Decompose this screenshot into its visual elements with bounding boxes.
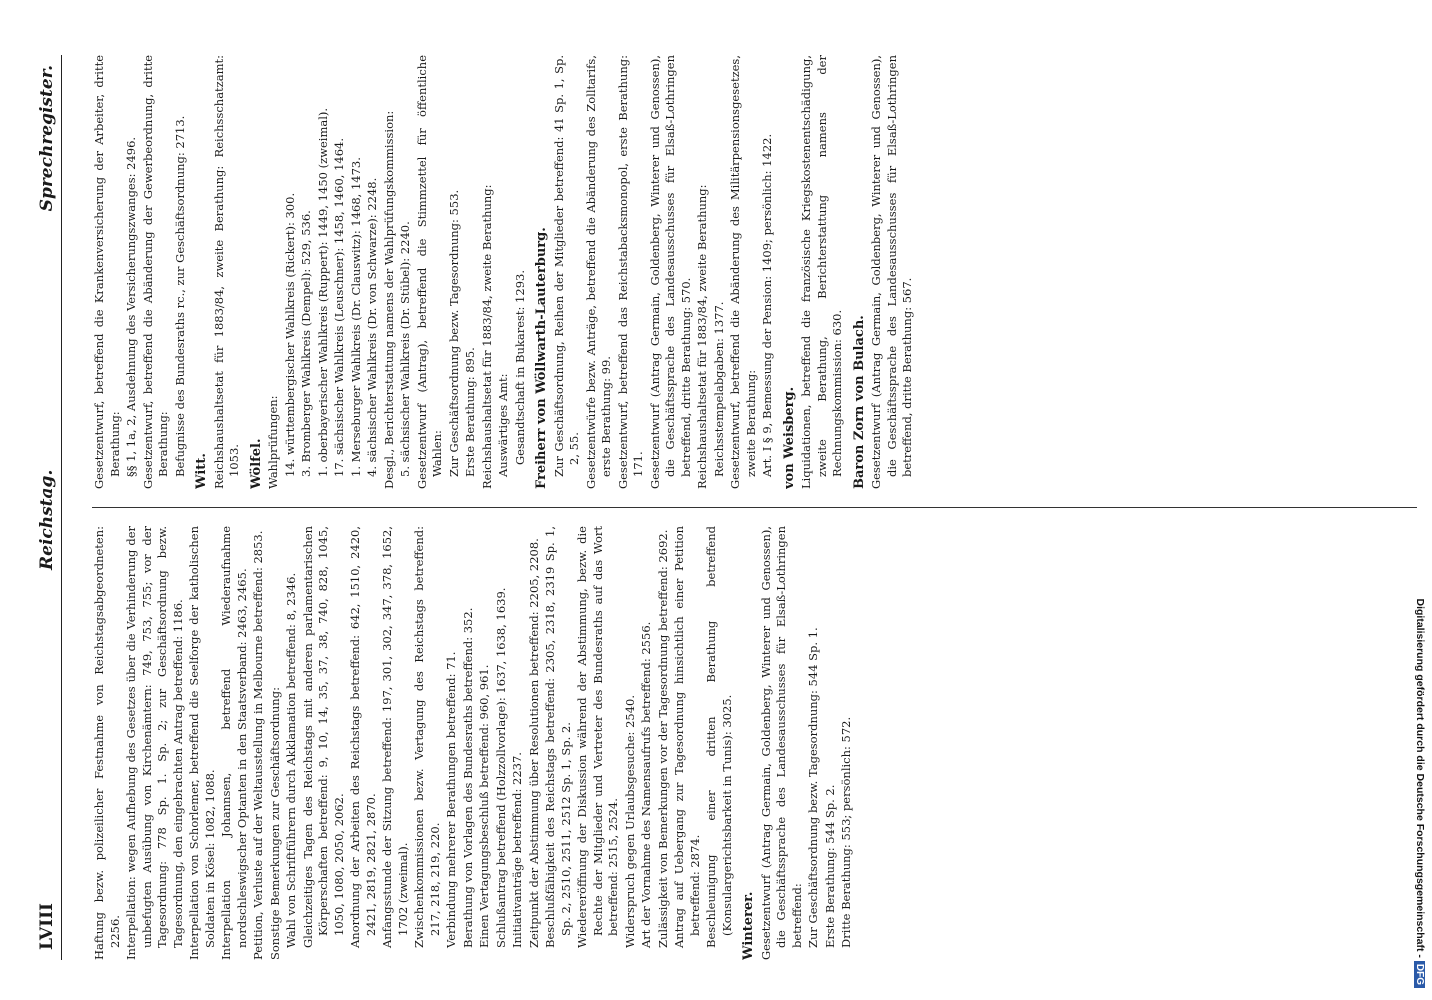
register-entry: Reichshaushaltsetat für 1883/84, zweite Berathung: (479, 184, 494, 489)
register-entry: Gesetzentwurf (Antrag), betreffend die Stimmzettel für öffentliche Wahlen: (414, 55, 444, 489)
register-entry: §§ 1, 1a, 2, Ausdehnung des Versicherungszwanges: 2496. (124, 136, 138, 477)
register-entry: Verbindung mehrerer Berathungen betreffend: 71. (444, 651, 458, 948)
register-entry: Erste Berathung: 895. (463, 347, 477, 477)
register-entry: Zulässigkeit von Bemerkungen vor der Tagesordnung betreffend: 2692. (655, 529, 670, 948)
register-entry: Haftung bezw. polizeilicher Festnahme von Reichstagsabgeordneten: 2256. (92, 526, 122, 960)
column-divider (92, 507, 1417, 508)
register-entry: Art. I § 9, Bemessung der Pension: 1409; persönlich: 1422. (760, 133, 774, 477)
header-rule (61, 55, 62, 960)
register-entry: Interpellation: wegen Aufhebung des Gesetzes über die Verhinderung der unbefugten Ausübung von Kirchenämtern: 749, 753, 755; vor der Tagesordnung: 778 Sp. 1. Sp. 2; zur Geschäftsordnung bezw. Tagesordnung, den eingebrachten Antrag betreffend: 1186. (124, 526, 185, 960)
register-entry: Gesetzentwurf (Antrag Germain, Goldenberg, Winterer und Genossen), die Geschäftssprache des Landesausschusses für Elsaß-Lothringen betreffend, dritte Berathung: 570. (647, 55, 693, 489)
register-entry: 3. Bromberger Wahlkreis (Dempel): 529, 536. (299, 210, 313, 477)
register-entry: Interpellation von Schorlemer, betreffend die Seelforge der katholischen Soldaten in Kösel: 1082, 1088. (187, 526, 217, 960)
register-entry: Beschleunigung einer dritten Berathung betreffend (Konsulargerichtsbarkeit in Tunis): 3025. (704, 526, 734, 948)
register-entry: Gesetzentwurf, betreffend die Abänderung der Gewerbeordnung, dritte Berathung: (140, 55, 170, 489)
page-header (37, 55, 67, 960)
register-entry: 4. sächsischer Wahlkreis (Dr. von Schwarze): 2248. (365, 177, 379, 477)
register-entry: Gesetzentwurf, betreffend das Reichstabacksmonopol, erste Berathung: 171. (615, 55, 645, 489)
right-column (92, 55, 1417, 489)
register-entry: Reichsstempelabgaben: 1377. (711, 301, 726, 477)
credit-text: Digitalisierung gefördert durch die Deutsche Forschungsgemeinschaft - (1414, 598, 1426, 958)
register-entry: Erste Berathung: 544 Sp. 2. (822, 784, 837, 948)
digitization-credit (1410, 8, 1426, 992)
register-entry: Zur Geschäftsordnung, Reihen der Mitglieder betreffend: 41 Sp. 1, Sp. 2, 55. (551, 55, 581, 477)
register-entry: Reichshaushaltsetat für 1883/84, zweite Berathung: Reichsschatzamt: 1053. (211, 55, 241, 489)
register-entry: Wahlprüfungen: (266, 395, 280, 489)
register-entry: Desgl., Berichterstattung namens der Wahlprüfungskommission: (381, 110, 396, 489)
register-entry: Gleichzeitiges Tagen des Reichstags mit anderen parlamentarischen Körperschaften betreffend: 9, 10, 14, 35, 37, 38, 740, 828, 1045, 1050, 1080, 2050, 2062. (300, 526, 346, 948)
register-entry: 17. sächsischer Wahlkreis (Leuschner): 1458, 1460, 1464. (332, 138, 346, 477)
speaker-name: Winterer. (741, 891, 756, 960)
register-entry: Befugnisse des Bundesraths rc., zur Geschäftsordnung: 2713. (172, 115, 187, 477)
register-entry: Liquidationen, betreffend die französische Kriegskostenentschädigung, zweite Berathung, Berichterstattung namens der Rechnungskommission: 630. (799, 55, 844, 489)
register-entry: Zeitpunkt der Abstimmung über Resolutionen betreffend: 2205, 2208. (526, 538, 541, 948)
speaker-name: Freiherr von Wöllwarth-Lauterburg. (534, 227, 549, 489)
register-entry: Petition, Verluste auf der Weltausstellung in Melbourne betreffend: 2853. (251, 530, 265, 960)
register-entry: Schlußantrag betreffend (Holzzollvorlage): 1637, 1638, 1639. (493, 587, 508, 948)
register-entry: Sonstige Bemerkungen zur Geschäftsordnung: (267, 687, 282, 960)
speaker-name: Wölfel. (248, 438, 264, 489)
left-column (92, 526, 1417, 960)
register-entry: Anordnung der Arbeiten des Reichstags betreffend: 642, 1510, 2420, 2421, 2819, 2821, 2870. (348, 526, 378, 948)
register-entry: Widerspruch gegen Urlaubsgesuche: 2540. (622, 695, 637, 948)
register-entry: Einen Vertagungsbeschluß betreffend: 960, 961. (477, 664, 491, 948)
speaker-name: Witt. (194, 453, 209, 489)
dfg-logo: DFG (1414, 961, 1425, 988)
register-entry: 1. oberbayerischer Wahlkreis (Ruppert): 1449, 1450 (zweimal). (315, 107, 330, 477)
register-entry: Gesetzentwurf, betreffend die Abänderung des Militärpensionsgesetzes, zweite Berathung: (728, 55, 758, 489)
register-entry: Reichshaushaltsetat für 1883/84, zweite Berathung: (695, 184, 709, 489)
register-entry: 1. Merseburger Wahlkreis (Dr. Clauswitz): 1468, 1473. (348, 157, 363, 477)
register-entry: Zur Geschäftsordnung bezw. Tagesordnung: 553. (446, 189, 461, 477)
register-entry: Antrag auf Uebergang zur Tagesordnung hinsichtlich einer Petition betreffend: 2874. (672, 526, 702, 948)
speaker-name: von Weisberg. (781, 386, 797, 489)
register-entry: Berathung von Vorlagen des Bundesraths betreffend: 352. (460, 607, 475, 948)
register-entry: Auswärtiges Amt: (496, 373, 510, 477)
register-columns (92, 55, 1417, 960)
section-title: Sprechregister. (37, 65, 57, 212)
running-title: Reichstag. (37, 469, 57, 570)
register-entry: Gesetzentwürfe bezw. Anträge, betreffend die Abänderung des Zolltarifs, erste Berathung: 99. (583, 55, 613, 489)
speaker-name: Baron Zorn von Bulach. (851, 315, 867, 489)
register-entry: Gesetzentwurf, betreffend die Krankenversicherung der Arbeiter, dritte Berathung: (92, 55, 122, 489)
register-entry: Interpellation Johannsen, betreffend Wiederaufnahme nordschleswigscher Optanten in den Staatsverband: 2463, 2465. (219, 526, 249, 960)
register-entry: Zwischenkommissionen bezw. Vertagung des Reichstags betreffend: 217, 218, 219, 220. (412, 526, 442, 948)
register-entry: 14. württembergischer Wahlkreis (Rickert): 300. (282, 192, 297, 477)
register-entry: Gesetzentwurf (Antrag Germain, Goldenberg, Winterer und Genossen), die Geschäftssprache des Landesausschusses für Elsaß-Lothringen betreffend: (758, 526, 804, 960)
register-entry: Wiedereröffnung der Diskussion während der Abstimmung, bezw. die Rechte der Mitglieder und Vertreter des Bundesraths auf das Wort betreffend: 2515, 2524. (575, 526, 620, 948)
register-entry: Art der Vornahme des Namensaufrufs betreffend: 2556. (639, 621, 653, 948)
register-entry: Gesetzentwurf (Antrag Germain, Goldenberg, Winterer und Genossen), die Geschäftssprache des Landesausschusses für Elsaß-Lothringen betreffend, dritte Berathung: 567. (869, 55, 914, 489)
page-number: LVIII (37, 903, 57, 950)
register-entry: Anfangsstunde der Sitzung betreffend: 197, 301, 302, 347, 378, 1652, 1702 (zweimal). (380, 526, 410, 948)
register-entry: Initiativanträge betreffend: 2237. (510, 752, 524, 948)
register-entry: Wahl von Schriftführern durch Akklamation betreffend: 8, 2346. (284, 572, 298, 948)
register-entry: 5. sächsischer Wahlkreis (Dr. Stübel): 2240. (398, 221, 412, 477)
register-entry: Gesandtschaft in Bukarest: 1293. (512, 270, 527, 465)
register-entry: Dritte Berathung: 553; persönlich: 572. (839, 716, 853, 948)
register-entry: Zur Geschäftsordnung bezw. Tagesordnung: 544 Sp. 1. (806, 627, 820, 948)
register-entry: Beschlußfähigkeit des Reichstags betreffend: 2305, 2318, 2319 Sp. 1, Sp. 2, 2510, 2511, 2512 Sp. 1, Sp. 2. (543, 526, 573, 948)
